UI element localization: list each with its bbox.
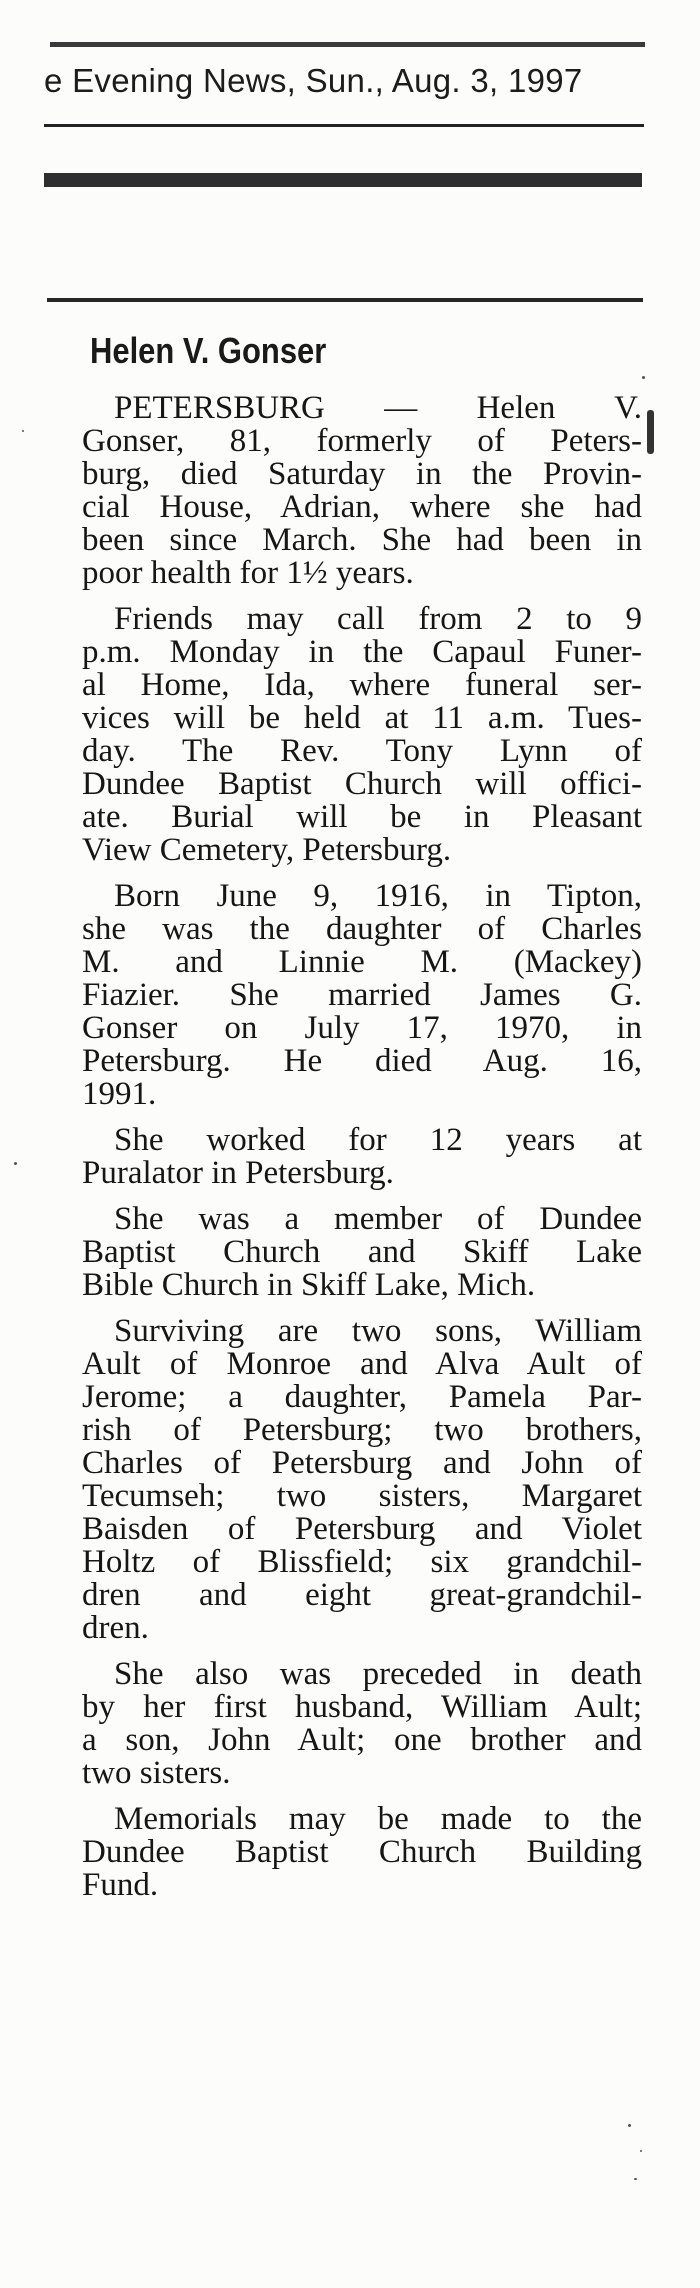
text-line: Puralator in Petersburg. (82, 1155, 394, 1191)
paper-speck (14, 1162, 17, 1165)
text-line: Surviving are two sons, William (114, 1313, 642, 1349)
text-line: Fund. (82, 1867, 159, 1903)
text-line: 1991. (82, 1076, 157, 1112)
obituary-paragraph (82, 880, 642, 1111)
text-line: Holtz of Blissfield; six grandchil- (82, 1544, 642, 1580)
text-line: View Cemetery, Petersburg. (82, 832, 452, 868)
paper-speck (634, 2178, 637, 2180)
obituary-paragraph (82, 392, 642, 590)
text-line: burg, died Saturday in the Provin- (82, 456, 642, 492)
paper-speck (647, 410, 654, 454)
text-line: Dundee Baptist Church Building (82, 1834, 642, 1870)
obituary-paragraph (82, 1658, 642, 1790)
text-line: vices will be held at 11 a.m. Tues- (82, 700, 642, 736)
text-line: Jerome; a daughter, Pamela Par- (82, 1379, 642, 1415)
text-line: Bible Church in Skiff Lake, Mich. (82, 1267, 536, 1303)
masthead: e Evening News, Sun., Aug. 3, 1997 (44, 62, 583, 99)
text-line: Gonser on July 17, 1970, in (82, 1010, 642, 1046)
text-line: al Home, Ida, where funeral ser- (82, 667, 642, 703)
paper-speck (640, 2150, 642, 2152)
obituary-body (82, 392, 642, 1915)
top-border-rule (50, 42, 645, 47)
masthead-rule (44, 124, 644, 127)
text-line: Memorials may be made to the (114, 1801, 642, 1837)
text-line: day. The Rev. Tony Lynn of (82, 733, 642, 769)
text-line: Fiazier. She married James G. (82, 977, 642, 1013)
text-line: Dundee Baptist Church will offici- (82, 766, 642, 802)
text-line: Friends may call from 2 to 9 (114, 601, 642, 637)
text-line: p.m. Monday in the Capaul Funer- (82, 634, 642, 670)
paper-speck (22, 430, 24, 432)
text-line: She worked for 12 years at (114, 1122, 642, 1158)
text-line: She was a member of Dundee (114, 1201, 642, 1237)
text-line: Ault of Monroe and Alva Ault of (82, 1346, 642, 1382)
text-line: dren and eight great-grandchil- (82, 1577, 642, 1613)
paper-speck (642, 376, 645, 379)
paper-speck (628, 2124, 631, 2127)
obituary-paragraph (82, 1803, 642, 1902)
text-line: Tecumseh; two sisters, Margaret (82, 1478, 642, 1514)
text-line: cial House, Adrian, where she had (82, 489, 642, 525)
obituary-paragraph (82, 1124, 642, 1190)
text-line: Charles of Petersburg and John of (82, 1445, 642, 1481)
thick-divider-rule (44, 173, 642, 187)
text-line: two sisters. (82, 1755, 231, 1791)
section-rule (47, 298, 643, 302)
text-line: Petersburg. He died Aug. 16, (82, 1043, 642, 1079)
text-line: by her first husband, William Ault; (82, 1689, 642, 1725)
text-line: Born June 9, 1916, in Tipton, (114, 878, 642, 914)
obituary-paragraph (82, 603, 642, 867)
obituary-paragraph (82, 1315, 642, 1645)
text-line: M. and Linnie M. (Mackey) (82, 944, 642, 980)
text-line: PETERSBURG — Helen V. (114, 390, 642, 426)
text-line: been since March. She had been in (82, 522, 642, 558)
text-line: Baptist Church and Skiff Lake (82, 1234, 642, 1270)
text-line: rish of Petersburg; two brothers, (82, 1412, 642, 1448)
text-line: a son, John Ault; one brother and (82, 1722, 642, 1758)
text-line: dren. (82, 1610, 149, 1646)
text-line: She also was preceded in death (114, 1656, 642, 1692)
obituary-headline: Helen V. Gonser (90, 330, 327, 371)
obituary-paragraph (82, 1203, 642, 1302)
text-line: poor health for 1½ years. (82, 555, 414, 591)
text-line: she was the daughter of Charles (82, 911, 642, 947)
text-line: Gonser, 81, formerly of Peters- (82, 423, 642, 459)
text-line: Baisden of Petersburg and Violet (82, 1511, 642, 1547)
text-line: ate. Burial will be in Pleasant (82, 799, 642, 835)
